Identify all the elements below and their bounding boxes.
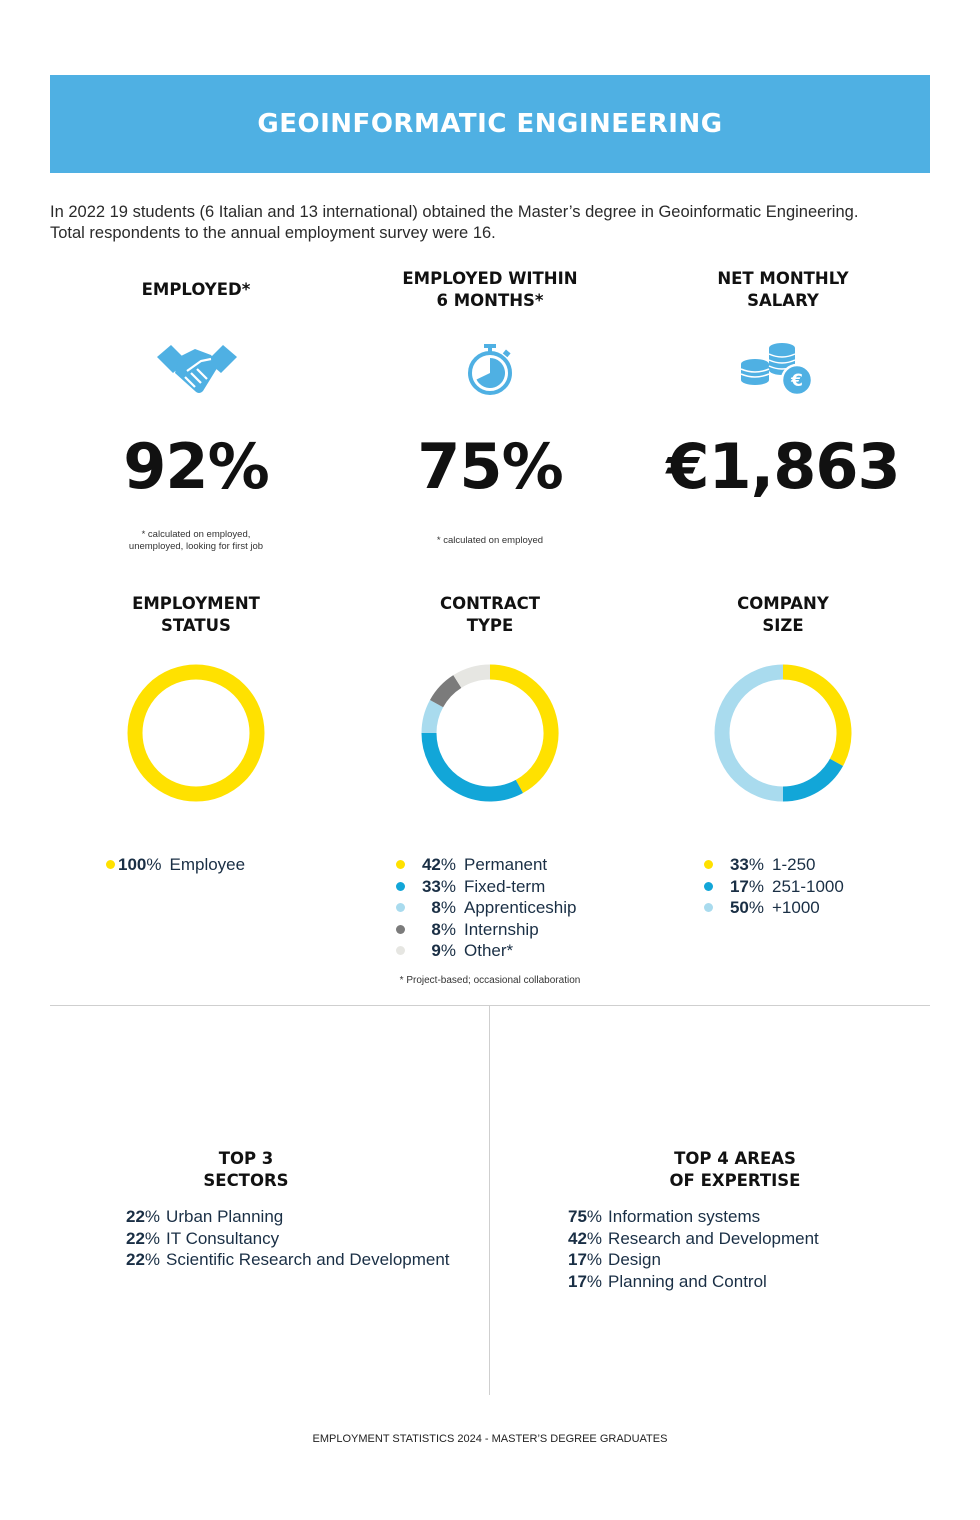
donut-employment-status — [126, 663, 266, 803]
list-item-label: Scientific Research and Development — [166, 1250, 450, 1269]
list-item-label: Information systems — [608, 1207, 761, 1226]
legend-dot — [106, 860, 115, 869]
kpi-employed-value: 92% — [123, 430, 269, 503]
legend-dot — [396, 925, 405, 934]
donut-slice-other — [457, 672, 490, 681]
kpi-heading-line: 6 MONTHS* — [436, 291, 544, 310]
list-item-percent: 17 — [568, 1271, 587, 1291]
legend-item — [396, 876, 576, 898]
kpi-within-6-months-heading — [340, 268, 640, 312]
chart-heading-line: COMPANY — [737, 594, 829, 613]
top-expertise-list — [568, 1206, 819, 1292]
legend-label: 1-250 — [772, 855, 816, 874]
chart-heading-line: EMPLOYMENT — [132, 594, 260, 613]
list-item-percent: 22 — [126, 1207, 145, 1226]
legend-item — [396, 940, 576, 962]
legend-item — [396, 919, 576, 941]
note-line: * calculated on employed, — [141, 529, 251, 540]
chart-heading-line: SIZE — [762, 616, 804, 635]
legend-value: 8% — [431, 898, 456, 917]
top-sectors-list — [126, 1206, 450, 1271]
list-item: 42% Research and Development — [568, 1228, 819, 1248]
list-item: 75% Information systems — [568, 1207, 761, 1226]
legend-dot — [704, 860, 713, 869]
kpi-employed-note — [46, 529, 346, 553]
kpi-heading-line: NET MONTHLY — [717, 269, 849, 288]
donut-slice-permanent — [490, 672, 551, 786]
legend-dot — [396, 860, 405, 869]
legend-dot — [396, 882, 405, 891]
top-sectors-heading — [96, 1148, 396, 1192]
list-item: 22% Urban Planning — [126, 1207, 284, 1226]
svg-text:€: € — [791, 371, 803, 391]
kpi-employed-heading — [46, 279, 346, 301]
intro-text — [50, 202, 930, 244]
legend-label: Fixed-term — [464, 876, 546, 896]
legend-item — [704, 854, 844, 876]
heading-line: TOP 4 AREAS — [674, 1149, 796, 1168]
kpi-within-6-months-note — [340, 535, 640, 547]
legend-item — [106, 854, 245, 876]
kpi-salary-value: €1,863 — [666, 430, 900, 503]
donut-slice-fixed-term — [429, 733, 519, 794]
list-item: 22% IT Consultancy — [126, 1228, 280, 1248]
legend-label: Internship — [464, 919, 539, 939]
donut-slice-internship — [437, 681, 458, 703]
legend-value: 100% — [118, 855, 162, 874]
legend-label: Permanent — [464, 855, 548, 874]
chart-heading-employment-status — [46, 593, 346, 637]
list-item-percent: 42 — [568, 1228, 587, 1248]
legend-value: 17% — [729, 876, 764, 896]
top-expertise-heading — [585, 1148, 885, 1192]
divider-horizontal — [50, 1005, 930, 1006]
legend-contract-type — [396, 854, 576, 962]
legend-item — [396, 854, 576, 876]
list-item-label: Urban Planning — [166, 1207, 284, 1226]
divider-vertical — [489, 1005, 490, 1395]
legend-item — [704, 897, 844, 919]
legend-item — [396, 897, 576, 919]
stopwatch-icon — [465, 344, 515, 396]
page-title: GEOINFORMATIC ENGINEERING — [257, 109, 723, 139]
donut-slice--1000 — [722, 672, 783, 794]
legend-label: Apprenticeship — [464, 898, 577, 917]
legend-employment-status — [106, 854, 245, 876]
donut-company-size — [713, 663, 853, 803]
donut-slice-1-250 — [783, 672, 844, 762]
kpi-heading-line: SALARY — [747, 291, 819, 310]
donut-slice-apprenticeship — [429, 704, 437, 733]
legend-value: 8% — [431, 919, 456, 939]
chart-heading-company-size — [633, 593, 933, 637]
list-item-label: Design — [608, 1250, 661, 1269]
handshake-icon — [157, 343, 237, 395]
donut-contract-type — [420, 663, 560, 803]
title-banner — [50, 75, 930, 173]
intro-line: In 2022 19 students (6 Italian and 13 international) obtained the Master’s degree in Geoinformatic Engineering. — [50, 203, 859, 221]
heading-line: OF EXPERTISE — [669, 1171, 801, 1190]
chart-heading-line: CONTRACT — [439, 594, 541, 613]
list-item: 17% Design — [568, 1250, 661, 1269]
legend-value: 9% — [431, 941, 456, 960]
contract-type-footnote: * Project-based; occasional collaboration — [399, 975, 581, 986]
heading-line: TOP 3 — [218, 1149, 274, 1168]
legend-value: 33% — [421, 876, 456, 896]
list-item-percent: 17 — [568, 1250, 587, 1269]
legend-dot — [396, 946, 405, 955]
kpi-heading-line: EMPLOYED* — [141, 280, 251, 299]
legend-value: 42% — [421, 855, 456, 874]
chart-heading-line: STATUS — [161, 616, 231, 635]
legend-label: Employee — [169, 855, 246, 874]
note-line: * calculated on employed — [436, 535, 544, 546]
coins-euro-icon — [740, 342, 814, 396]
legend-label: 251-1000 — [772, 876, 844, 896]
kpi-salary-heading — [633, 268, 933, 312]
donut-slice-employee — [135, 672, 257, 794]
list-item-label: Planning and Control — [608, 1271, 767, 1291]
chart-heading-contract-type — [340, 593, 640, 637]
list-item-percent: 22 — [126, 1228, 145, 1248]
list-item: 22% Scientific Research and Development — [126, 1250, 450, 1269]
legend-company-size — [704, 854, 844, 919]
legend-label: Other* — [464, 941, 514, 960]
legend-label: +1000 — [772, 898, 820, 917]
legend-dot — [704, 903, 713, 912]
list-item-percent: 22 — [126, 1250, 145, 1269]
legend-dot — [704, 882, 713, 891]
list-item-percent: 75 — [568, 1207, 587, 1226]
legend-item — [704, 876, 844, 898]
heading-line: SECTORS — [203, 1171, 289, 1190]
intro-line: Total respondents to the annual employment survey were 16. — [50, 224, 496, 242]
kpi-heading-line: EMPLOYED WITHIN — [402, 269, 578, 288]
list-item-label: Research and Development — [608, 1228, 819, 1248]
legend-dot — [396, 903, 405, 912]
legend-value: 50% — [729, 898, 764, 917]
page-footer: EMPLOYMENT STATISTICS 2024 - MASTER’S DEGREE GRADUATES — [312, 1433, 668, 1445]
chart-heading-line: TYPE — [466, 616, 514, 635]
list-item-label: IT Consultancy — [166, 1228, 280, 1248]
list-item: 17% Planning and Control — [568, 1271, 767, 1291]
legend-value: 33% — [729, 855, 764, 874]
donut-slice-251-1000 — [783, 762, 836, 794]
note-line: unemployed, looking for first job — [128, 541, 264, 552]
kpi-within-6-months-value: 75% — [417, 430, 563, 503]
